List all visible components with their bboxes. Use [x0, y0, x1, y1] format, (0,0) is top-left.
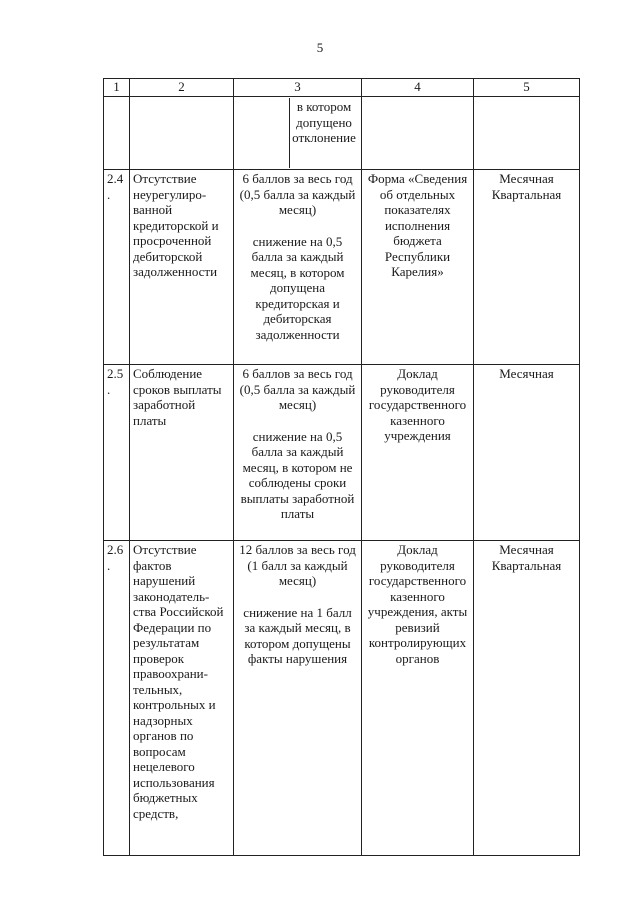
table-cell: [130, 97, 234, 170]
column-header: 1: [104, 79, 130, 97]
indicators-table: [103, 78, 580, 856]
indicator-text: Отсутствие фактов нарушений законодатель-ства Российской Федерации по результатам проверок правоохрани-тельных, контрольных и надзорных органов по вопросам нецелевого использования бюджетных средств,: [130, 541, 234, 856]
indicator-text: Отсутствие неурегулиро-ванной кредиторской и просроченной дебиторской задолженности: [130, 170, 234, 365]
table-cell: [362, 97, 474, 170]
period-text: Месячная Квартальная: [474, 170, 580, 365]
row-number: 2.5.: [104, 365, 130, 541]
score-reduction: снижение на 1 балл за каждый месяц, в котором допущены факты нарушения: [243, 604, 352, 666]
period-text: Месячная: [474, 365, 580, 541]
source-text: Доклад руководителя государственного казенного учреждения, акты ревизий контролирующих органов: [362, 541, 474, 856]
score-main: 6 баллов за весь год (0,5 балла за каждый месяц): [239, 171, 356, 217]
score-main: 6 баллов за весь год (0,5 балла за каждый месяц): [239, 366, 356, 412]
period-text: Месячная Квартальная: [474, 541, 580, 856]
column-header: 5: [474, 79, 580, 97]
score-reduction: снижение на 0,5 балла за каждый месяц, в котором не соблюдены сроки выплаты заработной платы: [240, 428, 355, 521]
column-header: 2: [130, 79, 234, 97]
table-row: [104, 170, 580, 365]
indicator-text: Соблюдение сроков выплаты заработной платы: [130, 365, 234, 541]
row-number: 2.6.: [104, 541, 130, 856]
page-number: 5: [316, 40, 324, 55]
source-text: Доклад руководителя государственного казенного учреждения: [362, 365, 474, 541]
source-text: Форма «Сведения об отдельных показателях исполнения бюджета Республики Карелия»: [362, 170, 474, 365]
column-header: 4: [362, 79, 474, 97]
table-header-row: [104, 79, 580, 97]
table-cell: [474, 97, 580, 170]
table-row: [104, 365, 580, 541]
continuation-text: в котором допущено отклонение: [292, 99, 356, 145]
continuation-row: [104, 97, 580, 170]
table-cell: [104, 97, 130, 170]
score-cell: [234, 170, 362, 365]
score-main: 12 баллов за весь год (1 балл за каждый месяц): [239, 542, 356, 588]
score-cell: [234, 541, 362, 856]
score-reduction: снижение на 0,5 балла за каждый месяц, в котором допущена кредиторская и дебиторская задолженности: [250, 233, 345, 342]
table-row: [104, 541, 580, 856]
row-number: 2.4.: [104, 170, 130, 365]
table-cell: [234, 97, 362, 170]
column-header: 3: [234, 79, 362, 97]
score-cell: [234, 365, 362, 541]
